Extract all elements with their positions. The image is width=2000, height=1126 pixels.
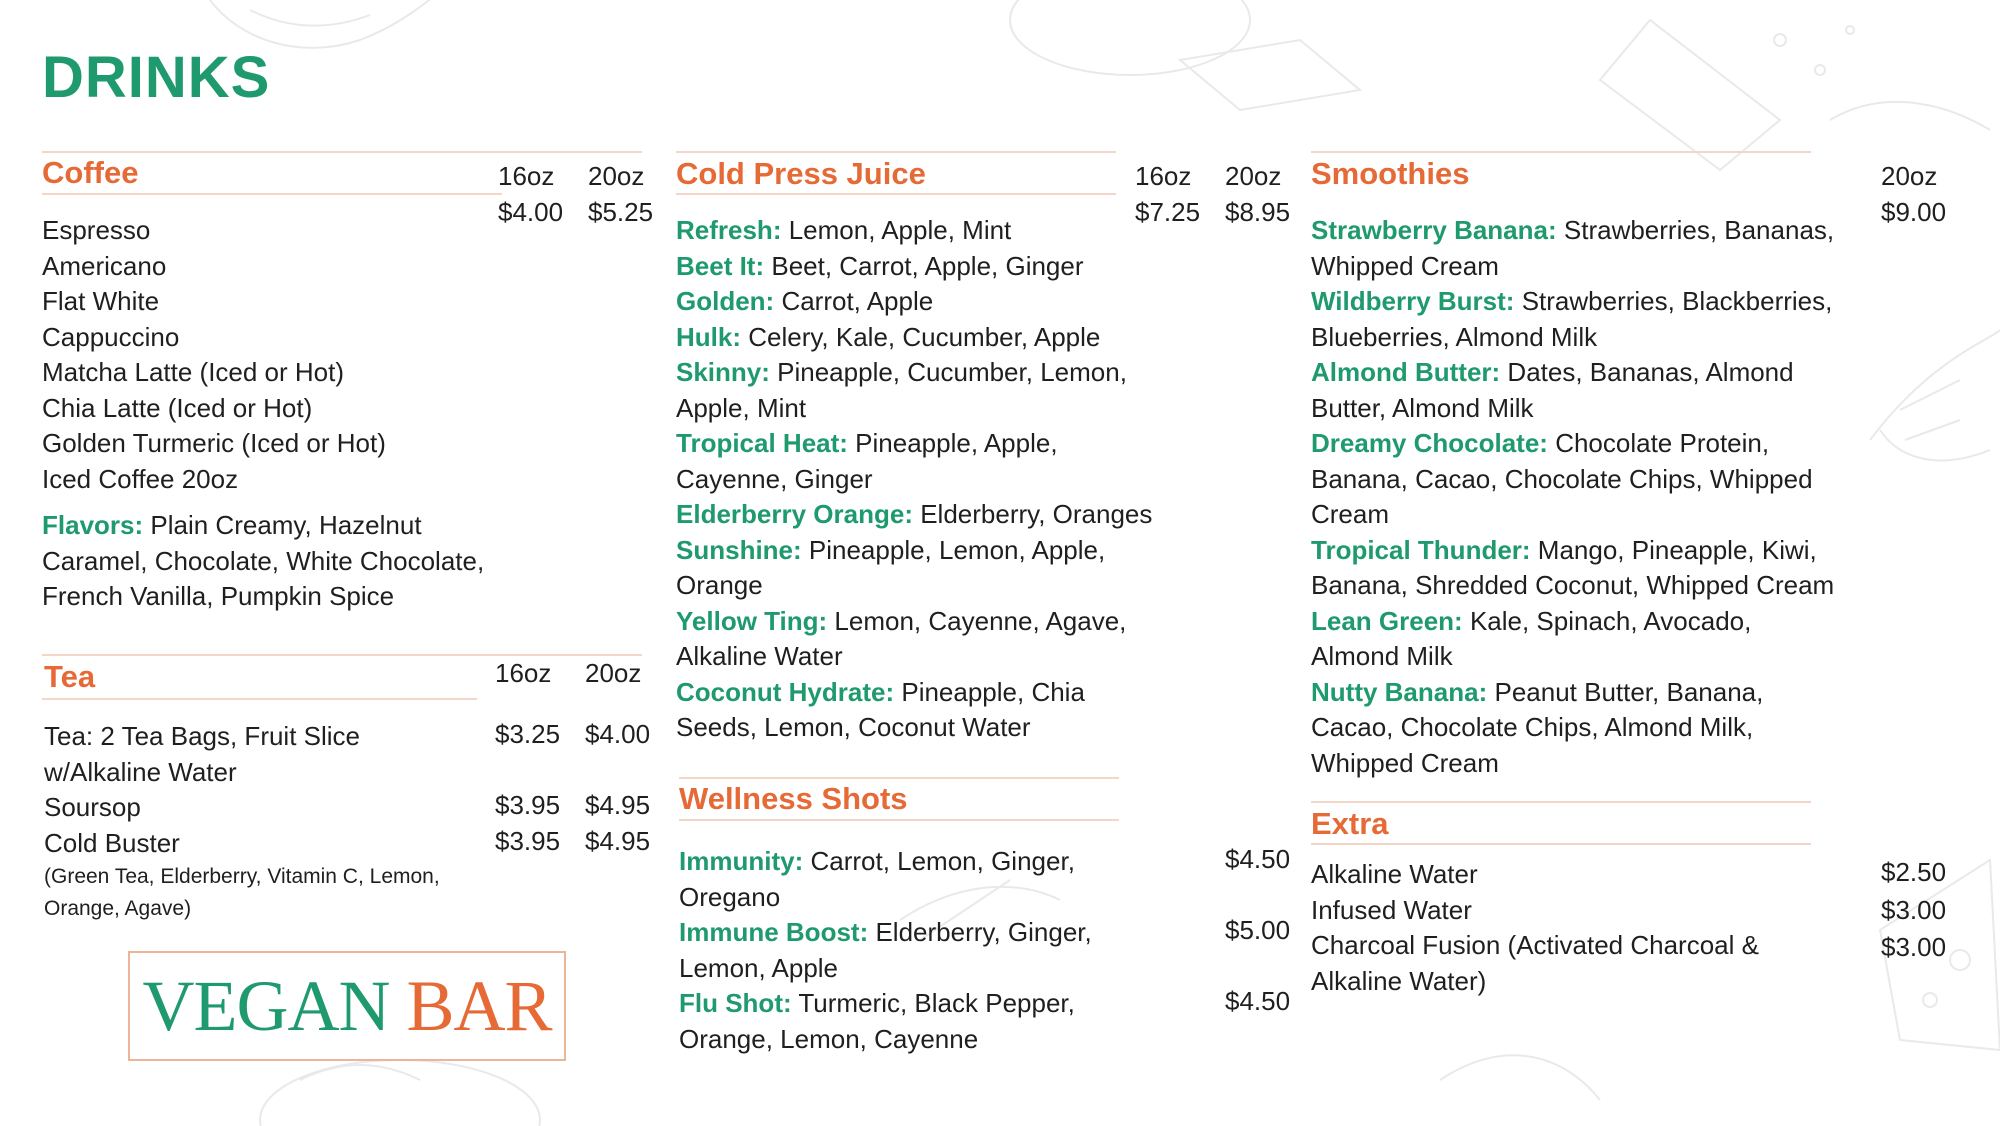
extra-item-name: Charcoal Fusion (Activated Charcoal & (1311, 930, 1759, 960)
smoothies-list (1311, 213, 1971, 781)
list-item: Golden Turmeric (Iced or Hot) (42, 428, 386, 458)
extra-header (1311, 801, 1971, 849)
tea-item-name: Tea: 2 Tea Bags, Fruit Slice (44, 721, 361, 751)
tea-item-name-cont: w/Alkaline Water (44, 756, 237, 787)
coffee-rule-bottom (42, 193, 502, 195)
extra-item-name-cont: Alkaline Water) (1311, 965, 1487, 996)
list-item-cont (676, 568, 1296, 604)
shot-line (679, 986, 1299, 1022)
smoothies-title: Smoothies (1311, 156, 1470, 191)
shot-name: Immunity: (679, 846, 804, 876)
list-item (1311, 284, 1971, 320)
tea-price-20: $4.95 (585, 790, 651, 820)
list-item-cont (1311, 639, 1971, 675)
extra-list (1311, 857, 1971, 999)
list-item (676, 497, 1296, 533)
juice-ingredients: Celery, Kale, Cucumber, Apple (741, 321, 1101, 352)
list-item (676, 320, 1296, 356)
tea-title: Tea (44, 659, 96, 694)
tea-item-name: Cold Buster (44, 827, 180, 858)
shot-ingredients: Carrot, Lemon, Ginger, (803, 846, 1075, 876)
tea-price-20: $4.00 (585, 719, 651, 749)
coffee-section (42, 151, 662, 615)
extra-price: $3.00 (1881, 932, 1947, 962)
smoothie-name: Strawberry Banana: (1311, 215, 1557, 245)
page-title: DRINKS (42, 45, 271, 110)
smoothie-ingredients: Strawberries, Bananas, (1556, 215, 1835, 245)
juice-ingredients: Lemon, Cayenne, Agave, (827, 605, 1127, 636)
list-item (676, 249, 1296, 285)
tea-item-name: Soursop (44, 792, 141, 822)
list-item (676, 213, 1296, 249)
shots-section (679, 777, 1299, 1057)
juice-ingredients: Lemon, Apple, Mint (781, 215, 1012, 245)
juice-name: Tropical Heat: (676, 428, 848, 458)
smoothies-section (1311, 151, 1971, 781)
list-item: Cappuccino (42, 321, 180, 352)
list-item-cont (676, 639, 1296, 675)
smoothie-ingredients: Cacao, Chocolate Chips, Almond Milk, (1311, 712, 1754, 742)
shots-header (679, 777, 1299, 825)
tea-section (42, 654, 662, 925)
juice-price-20: $8.95 (1225, 197, 1291, 227)
smoothie-ingredients: Banana, Shredded Coconut, Whipped Cream (1311, 570, 1835, 600)
list-item: Americano (42, 250, 167, 281)
smoothie-ingredients: Almond Milk (1311, 641, 1453, 671)
shot-name: Flu Shot: (679, 988, 792, 1018)
table-row (1311, 928, 1971, 999)
coffee-flavors (42, 508, 662, 615)
shots-list (679, 844, 1299, 1057)
smoothies-header (1311, 151, 1971, 199)
juice-ingredients: Pineapple, Chia (894, 676, 1085, 707)
list-item-cont (1311, 320, 1971, 356)
tea-price-16: $3.95 (495, 825, 561, 856)
flavors-label: Flavors: (42, 510, 144, 540)
smoothie-ingredients: Blueberries, Almond Milk (1311, 321, 1598, 352)
tea-price-16: $3.25 (495, 719, 561, 749)
smoothie-ingredients: Whipped Cream (1311, 747, 1499, 778)
extra-title: Extra (1311, 806, 1389, 841)
list-item (676, 604, 1296, 640)
list-item-cont (1311, 249, 1971, 285)
list-item-cont (1311, 391, 1971, 427)
extra-section (1311, 801, 1971, 999)
juice-name: Elderberry Orange: (676, 499, 913, 529)
smoothie-name: Almond Butter: (1311, 357, 1501, 387)
list-item-cont (676, 391, 1296, 427)
list-item-cont (1311, 497, 1971, 533)
list-item (1311, 426, 1971, 462)
table-row (44, 790, 662, 826)
juice-name: Beet It: (676, 250, 765, 281)
list-item: Iced Coffee 20oz (42, 463, 239, 494)
smoothie-ingredients: Peanut Butter, Banana, (1487, 676, 1764, 707)
flavors-line (42, 508, 662, 544)
juice-ingredients: Pineapple, Apple, (847, 428, 1058, 458)
juice-name: Sunshine: (676, 534, 802, 565)
tea-header (42, 654, 662, 702)
smoothies-price: $9.00 (1881, 197, 1947, 227)
juice-ingredients: Orange (676, 570, 763, 600)
table-row (44, 719, 662, 790)
list-item (1311, 675, 1971, 711)
shot-line-cont: Orange, Lemon, Cayenne (679, 1023, 979, 1054)
shots-rule-top (679, 777, 1119, 779)
list-item-cont (1311, 462, 1971, 498)
juice-name: Refresh: (676, 215, 782, 245)
smoothie-ingredients: Kale, Spinach, Avocado, (1462, 605, 1752, 636)
smoothie-ingredients: Whipped Cream (1311, 250, 1499, 281)
list-item (676, 426, 1296, 462)
juice-name: Skinny: (676, 357, 770, 387)
shot-line (679, 915, 1299, 951)
extra-rule-top (1311, 801, 1811, 803)
tea-rule-bottom (42, 698, 477, 700)
coffee-list (42, 213, 662, 497)
list-item (1311, 533, 1971, 569)
juice-ingredients: Carrot, Apple (774, 286, 934, 316)
juice-ingredients: Elderberry, Oranges (912, 499, 1153, 529)
juice-name: Hulk: (676, 321, 741, 352)
list-item (1311, 604, 1971, 640)
list-item (1311, 355, 1971, 391)
list-item (676, 533, 1296, 569)
list-item-cont (1311, 568, 1971, 604)
smoothie-ingredients: Banana, Cacao, Chocolate Chips, Whipped (1311, 463, 1813, 494)
juice-list (676, 213, 1296, 746)
extra-rule-bottom (1311, 843, 1811, 845)
juice-name: Golden: (676, 286, 775, 316)
tea-size-20: 20oz (585, 658, 642, 688)
juice-ingredients: Pineapple, Lemon, Apple, (801, 534, 1106, 565)
table-row (1311, 893, 1971, 929)
vegan-bar-logo (128, 951, 566, 1061)
smoothie-ingredients: Mango, Pineapple, Kiwi, (1530, 534, 1817, 565)
juice-size-16: 16oz (1135, 161, 1192, 191)
top-right-bread-drawing (1010, 0, 1990, 170)
juice-size-20: 20oz (1225, 161, 1282, 191)
list-item-cont (1311, 746, 1971, 782)
table-row (679, 986, 1299, 1057)
juice-header (676, 151, 1296, 199)
tea-list (42, 719, 662, 925)
table-row (679, 844, 1299, 915)
smoothie-ingredients: Cream (1311, 499, 1390, 529)
shot-price: $5.00 (1225, 915, 1291, 945)
flavors-text: Plain Creamy, Hazelnut (143, 510, 422, 540)
smoothies-rule-top (1311, 151, 1811, 153)
smoothie-name: Dreamy Chocolate: (1311, 428, 1548, 458)
juice-ingredients: Cayenne, Ginger (676, 463, 873, 494)
extra-price: $3.00 (1881, 894, 1947, 925)
list-item (676, 284, 1296, 320)
tea-rule-top (42, 654, 642, 656)
smoothie-ingredients: Dates, Bananas, Almond (1500, 357, 1794, 387)
list-item-cont (1311, 710, 1971, 746)
list-item: Flat White (42, 286, 160, 316)
bottom-left-plate-drawing (260, 1060, 540, 1126)
juice-ingredients: Beet, Carrot, Apple, Ginger (764, 250, 1084, 281)
shot-line-cont: Oregano (679, 881, 781, 912)
coffee-rule-top (42, 151, 642, 153)
shot-ingredients: Turmeric, Black Pepper, (791, 988, 1075, 1018)
extra-item-name: Alkaline Water (1311, 859, 1478, 889)
table-row (44, 826, 662, 862)
juice-price-16: $7.25 (1135, 197, 1201, 227)
coffee-size-16: 16oz (498, 161, 555, 191)
shots-title: Wellness Shots (679, 781, 908, 816)
juice-rule-bottom (676, 193, 1116, 195)
smoothie-ingredients: Butter, Almond Milk (1311, 392, 1534, 423)
flavors-line: French Vanilla, Pumpkin Spice (42, 581, 395, 611)
smoothie-name: Tropical Thunder: (1311, 534, 1531, 565)
juice-ingredients: Apple, Mint (676, 392, 807, 423)
top-left-leaf-drawing (210, 0, 440, 48)
coffee-header (42, 151, 662, 199)
smoothie-ingredients: Chocolate Protein, (1547, 428, 1770, 458)
coffee-title: Coffee (42, 155, 139, 190)
list-item: Espresso (42, 215, 151, 245)
juice-rule-top (676, 151, 1116, 153)
juice-ingredients: Alkaline Water (676, 641, 843, 671)
table-row (679, 915, 1299, 986)
tea-price-16: $3.95 (495, 790, 561, 820)
list-item-cont (676, 462, 1296, 498)
list-item: Chia Latte (Iced or Hot) (42, 392, 313, 423)
smoothie-name: Nutty Banana: (1311, 676, 1488, 707)
shot-name: Immune Boost: (679, 917, 869, 947)
shot-line-cont: Lemon, Apple (679, 952, 839, 983)
shot-ingredients: Elderberry, Ginger, (868, 917, 1092, 947)
juice-ingredients: Pineapple, Cucumber, Lemon, (769, 357, 1127, 387)
juice-section (676, 151, 1296, 746)
extra-item-name: Infused Water (1311, 894, 1472, 925)
smoothie-name: Lean Green: (1311, 605, 1463, 636)
shot-price: $4.50 (1225, 986, 1291, 1016)
shots-rule-bottom (679, 819, 1119, 821)
tea-price-20: $4.95 (585, 825, 651, 856)
table-row (1311, 857, 1971, 893)
extra-price: $2.50 (1881, 857, 1947, 887)
coffee-price-20: $5.25 (588, 197, 654, 227)
smoothies-size: 20oz (1881, 161, 1938, 191)
shot-price: $4.50 (1225, 844, 1291, 874)
smoothie-ingredients: Strawberries, Blackberries, (1514, 286, 1833, 316)
coffee-price-16: $4.00 (498, 197, 564, 227)
juice-name: Yellow Ting: (676, 605, 828, 636)
logo-word-vegan: VEGAN (142, 965, 390, 1046)
juice-title: Cold Press Juice (676, 156, 926, 191)
shot-line (679, 844, 1299, 880)
tea-size-16: 16oz (495, 658, 552, 688)
juice-name: Coconut Hydrate: (676, 676, 895, 707)
tea-note: (Green Tea, Elderberry, Vitamin C, Lemon, (44, 865, 440, 888)
coffee-size-20: 20oz (588, 161, 645, 191)
juice-ingredients: Seeds, Lemon, Coconut Water (676, 712, 1031, 742)
list-item (1311, 213, 1971, 249)
smoothie-name: Wildberry Burst: (1311, 286, 1515, 316)
list-item (676, 355, 1296, 391)
tea-note: Orange, Agave) (44, 897, 192, 920)
list-item-cont (676, 710, 1296, 746)
flavors-line: Caramel, Chocolate, White Chocolate, (42, 545, 485, 576)
list-item: Matcha Latte (Iced or Hot) (42, 357, 345, 387)
list-item (676, 675, 1296, 711)
logo-word-bar: BAR (406, 965, 552, 1046)
